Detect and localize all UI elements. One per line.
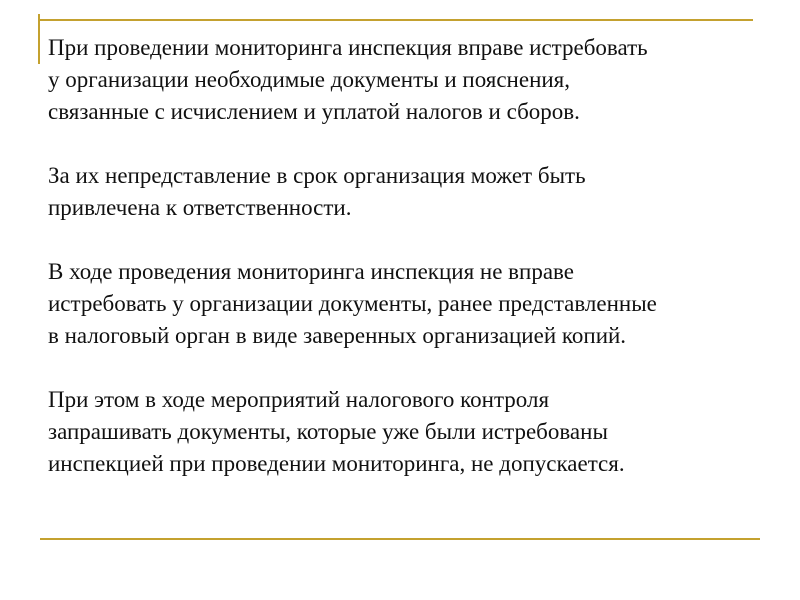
paragraph-monitoring-request: При проведении мониторинга инспекция вправе истребовать у организации необходимые документы и пояснения, связанные с исчислением и уплатой налогов и сборов. bbox=[48, 35, 648, 124]
left-accent-line bbox=[38, 14, 40, 64]
slide-body bbox=[48, 32, 768, 480]
paragraph-tax-control: При этом в ходе мероприятий налогового контроля запрашивать документы, которые уже были истребованы инспекцией при проведении мониторинга, не допускается. bbox=[48, 387, 625, 476]
top-divider-line bbox=[38, 19, 753, 21]
paragraph-restriction: В ходе проведения мониторинга инспекция не вправе истребовать у организации документы, ранее представленные в налоговый орган в виде заверенных организацией копий. bbox=[48, 259, 657, 348]
paragraph-liability: За их непредставление в срок организация может быть привлечена к ответственности. bbox=[48, 163, 586, 220]
bottom-divider-line bbox=[40, 538, 760, 540]
